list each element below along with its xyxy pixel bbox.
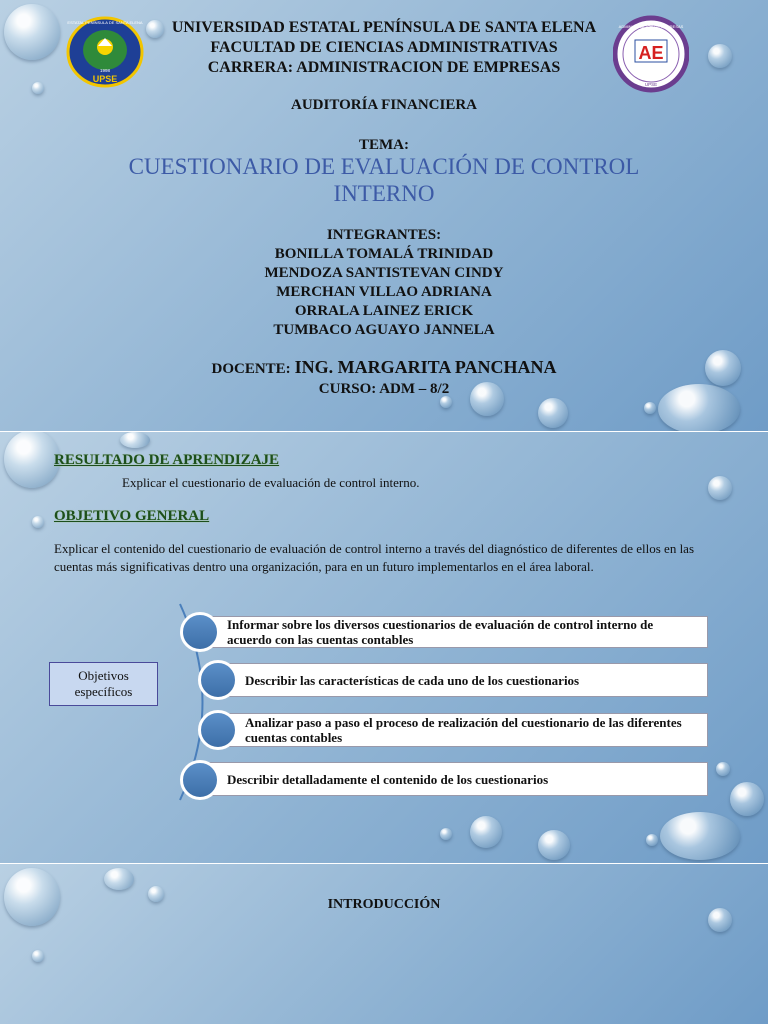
svg-text:ADMINISTRACIÓN DE EMPRESAS: ADMINISTRACIÓN DE EMPRESAS xyxy=(618,24,684,29)
objective-item-text: Informar sobre los diversos cuestionarios de evaluación de control interno de acuerdo con las cuentas contables xyxy=(227,617,654,647)
objective-item xyxy=(218,663,708,697)
tema-title-line2: INTERNO xyxy=(333,181,435,206)
intro-slide xyxy=(0,864,768,1024)
water-drop xyxy=(4,432,60,488)
water-drop xyxy=(646,834,658,846)
objective-bullet xyxy=(180,612,220,652)
objective-bullet xyxy=(198,710,238,750)
svg-text:UPSE: UPSE xyxy=(92,74,118,84)
docente-name: ING. MARGARITA PANCHANA xyxy=(294,357,557,377)
objective-item xyxy=(200,616,708,648)
member-name: MERCHAN VILLAO ADRIANA xyxy=(276,284,492,300)
water-drop xyxy=(440,828,452,840)
objective-item-text: Analizar paso a paso el proceso de realización del cuestionario de las diferentes cuentas contables xyxy=(245,715,682,745)
docente-line xyxy=(0,357,768,378)
objetivos-especificos-label: Objetivos específicos xyxy=(74,668,133,699)
water-drop xyxy=(32,950,44,962)
water-drop xyxy=(708,476,732,500)
intro-title: INTRODUCCIÓN xyxy=(327,897,441,912)
docente-label: DOCENTE: xyxy=(211,361,291,377)
objetivo-text: Explicar el contenido del cuestionario de evaluación de control interno a través del diagnóstico de diferentes de ellos en las cuentas más significativas dentro una organización, para en un futuro implementarlos en el área laboral. xyxy=(54,541,695,574)
objectives-slide xyxy=(0,432,768,864)
water-drop xyxy=(470,816,502,848)
member-name: BONILLA TOMALÁ TRINIDAD xyxy=(274,246,494,262)
resultado-heading: RESULTADO DE APRENDIZAJE xyxy=(54,452,280,468)
member-name: TUMBACO AGUAYO JANNELA xyxy=(273,322,495,338)
water-drop xyxy=(120,432,150,448)
water-drop xyxy=(716,762,730,776)
water-drop xyxy=(644,402,656,414)
svg-text:1998: 1998 xyxy=(99,68,111,73)
objetivo-heading: OBJETIVO GENERAL xyxy=(54,508,210,524)
curso-label: CURSO: ADM – 8/2 xyxy=(318,381,450,397)
svg-text:ESTATAL PENÍNSULA DE SANTA ELE: ESTATAL PENÍNSULA DE SANTA ELENA xyxy=(67,20,143,25)
svg-text:UPSE: UPSE xyxy=(644,82,658,87)
objective-item xyxy=(200,762,708,796)
title-slide xyxy=(0,0,768,432)
subject-name: AUDITORÍA FINANCIERA xyxy=(291,97,477,113)
objective-item-text: Describir detalladamente el contenido de los cuestionarios xyxy=(227,771,549,787)
water-drop xyxy=(538,830,570,860)
water-drop xyxy=(32,82,44,94)
member-name: MENDOZA SANTISTEVAN CINDY xyxy=(264,265,504,281)
tema-title-line1: CUESTIONARIO DE EVALUACIÓN DE CONTROL xyxy=(128,154,640,179)
water-drop xyxy=(730,782,764,816)
integrantes-label: INTEGRANTES: xyxy=(326,227,442,243)
member-name: ORRALA LAINEZ ERICK xyxy=(294,303,474,319)
water-drop xyxy=(538,398,568,428)
svg-text:AE: AE xyxy=(638,43,664,63)
objective-bullet xyxy=(198,660,238,700)
faculty-name: FACULTAD DE CIENCIAS ADMINISTRATIVAS xyxy=(210,39,558,56)
objective-item xyxy=(218,713,708,747)
career-name: CARRERA: ADMINISTRACION DE EMPRESAS xyxy=(207,59,561,76)
university-name: UNIVERSIDAD ESTATAL PENÍNSULA DE SANTA ELENA xyxy=(171,19,597,36)
water-drop xyxy=(660,812,740,860)
objetivos-especificos-box xyxy=(49,662,158,706)
water-drop xyxy=(32,516,44,528)
water-drop xyxy=(104,868,134,890)
resultado-text: Explicar el cuestionario de evaluación de control interno. xyxy=(122,475,420,490)
objective-bullet xyxy=(180,760,220,800)
tema-label: TEMA: xyxy=(359,137,409,153)
objective-item-text: Describir las características de cada uno de los cuestionarios xyxy=(245,672,580,688)
